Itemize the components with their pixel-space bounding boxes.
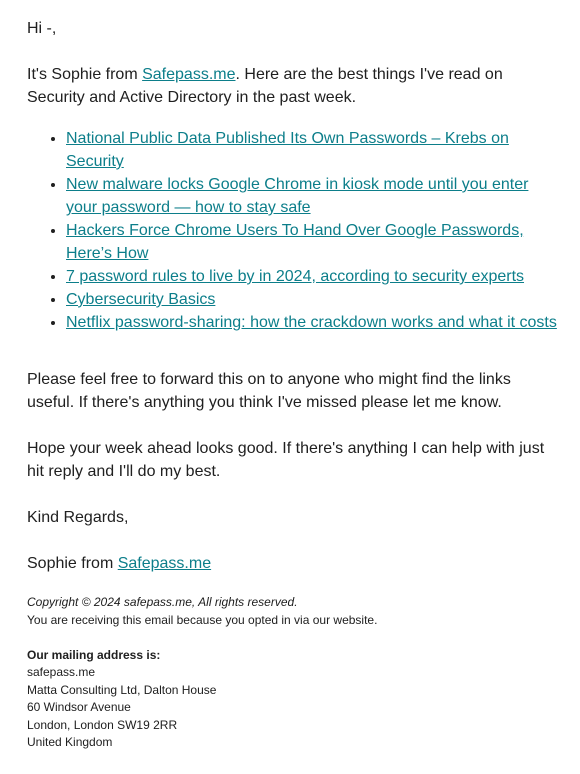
subscription-reason: You are receiving this email because you opted in via our website. [27, 612, 378, 627]
greeting: Hi -, [27, 20, 57, 37]
mailing-address-heading: Our mailing address is: [27, 647, 161, 662]
list-item [66, 173, 562, 219]
list-item [66, 311, 562, 334]
signoff [27, 552, 562, 575]
address-line: United Kingdom [27, 735, 113, 749]
article-list [27, 127, 562, 334]
address-line: 60 Windsor Avenue [27, 700, 131, 714]
address-line: safepass.me [27, 665, 96, 679]
signoff-text: Sophie from [27, 555, 118, 572]
article-link[interactable]: New malware locks Google Chrome in kiosk mode until you enter your password — how to stay safe [66, 176, 529, 216]
list-item [66, 127, 562, 173]
hope-paragraph: Hope your week ahead looks good. If there's anything I can help with just hit reply and I'll do my best. [27, 440, 545, 480]
list-item [66, 219, 562, 265]
article-link[interactable]: Cybersecurity Basics [66, 291, 216, 308]
regards: Kind Regards, [27, 509, 129, 526]
safepass-link[interactable]: Safepass.me [142, 66, 236, 83]
email-footer [27, 594, 562, 752]
intro-text-before: It's Sophie from [27, 66, 143, 83]
intro-paragraph [27, 63, 562, 109]
article-link[interactable]: 7 password rules to live by in 2024, according to security experts [66, 268, 525, 285]
article-link[interactable]: Hackers Force Chrome Users To Hand Over Google Passwords, Here’s How [66, 222, 524, 262]
list-item [66, 288, 562, 311]
article-link[interactable]: National Public Data Published Its Own Passwords – Krebs on Security [66, 130, 509, 170]
intro-text-after: . Here are the best things I've read on Security and Active Directory in the past week. [27, 66, 503, 106]
signoff-safepass-link[interactable]: Safepass.me [117, 555, 212, 572]
address-line: London, London SW19 2RR [27, 717, 178, 732]
article-link[interactable]: Netflix password-sharing: how the crackdown works and what it costs [66, 314, 557, 331]
forward-paragraph: Please feel free to forward this on to anyone who might find the links useful. If there's anything you think I've missed please let me know. [27, 371, 511, 411]
copyright-notice: Copyright © 2024 safepass.me, All rights reserved. [27, 595, 298, 609]
list-item [66, 265, 562, 288]
address-line: Matta Consulting Ltd, Dalton House [27, 682, 217, 697]
